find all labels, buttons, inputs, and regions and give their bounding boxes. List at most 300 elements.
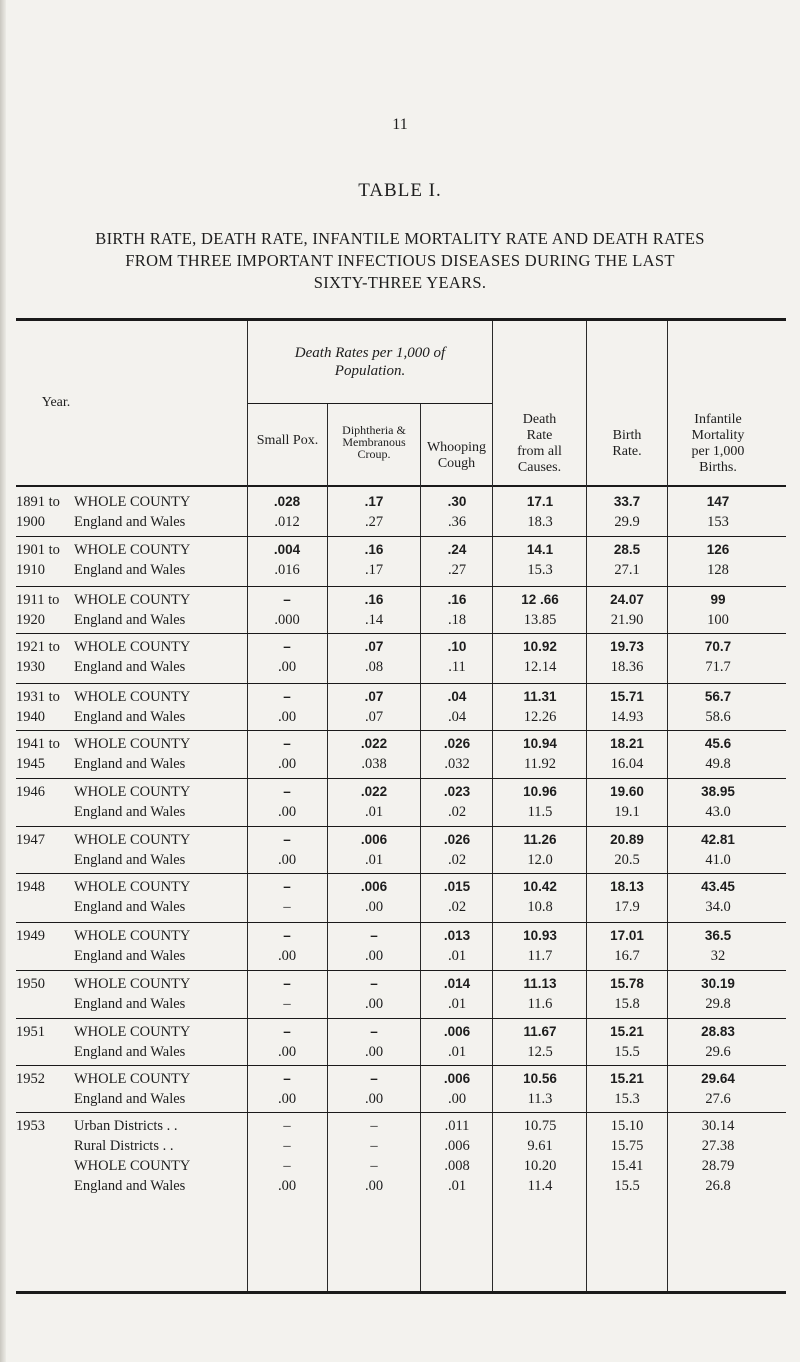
cell-value: 15.5 xyxy=(614,1178,640,1194)
small-pox-cell xyxy=(248,877,326,917)
cell-value: 10.8 xyxy=(527,899,553,915)
table-row xyxy=(16,782,786,822)
cell-value: 43.0 xyxy=(705,804,731,820)
cell-value: 10.94 xyxy=(523,736,557,751)
header-bottom-rule xyxy=(16,485,786,487)
row-label-line xyxy=(16,946,246,966)
cell-value: .27 xyxy=(364,514,384,530)
cell-value: – xyxy=(283,689,291,704)
cell-value: .07 xyxy=(364,689,384,704)
cell-value: .24 xyxy=(447,542,467,557)
cell-value: .00 xyxy=(277,1178,297,1194)
area-label: England and Wales xyxy=(74,852,186,868)
cell-value: 36.5 xyxy=(704,928,732,943)
cell-value: .00 xyxy=(364,948,384,964)
row-label-line xyxy=(16,754,246,774)
cell-value: .00 xyxy=(277,852,297,868)
header-line: Membranous xyxy=(342,435,406,449)
year-label: 1951 xyxy=(16,1024,45,1040)
cell-value: 99 xyxy=(710,592,726,607)
row-group-rule xyxy=(16,826,786,827)
cell-value: – xyxy=(283,1158,291,1174)
year-label: 1930 xyxy=(16,659,45,675)
row-label-line xyxy=(16,897,246,917)
death-rate-cell xyxy=(494,830,586,870)
row-label-line xyxy=(16,877,246,897)
cell-value: – xyxy=(283,1024,291,1039)
table-row xyxy=(16,830,786,870)
area-label: England and Wales xyxy=(74,659,186,675)
cell-value: .013 xyxy=(443,928,471,943)
cell-value: 19.1 xyxy=(614,804,640,820)
infantile-mortality-cell xyxy=(668,1116,768,1196)
diphtheria-cell xyxy=(328,782,420,822)
cell-value: 45.6 xyxy=(704,736,732,751)
row-label-line xyxy=(16,1022,246,1042)
whooping-cough-cell xyxy=(421,782,493,822)
cell-value: .18 xyxy=(447,612,467,628)
birth-rate-cell xyxy=(587,1022,667,1062)
cell-value: .02 xyxy=(447,899,467,915)
header-line: Mortality xyxy=(691,428,745,443)
cell-value: 12.5 xyxy=(527,1044,553,1060)
row-label-line xyxy=(16,512,246,532)
small-pox-cell xyxy=(248,492,326,532)
year-label: 1952 xyxy=(16,1071,45,1087)
header-line: per 1,000 xyxy=(691,444,745,459)
cell-value: .17 xyxy=(364,494,384,509)
header-line: Cough xyxy=(437,456,476,471)
row-label-line xyxy=(16,974,246,994)
cell-value: .028 xyxy=(273,494,301,509)
cell-value: .27 xyxy=(447,562,467,578)
cell-value: .16 xyxy=(447,592,467,607)
row-label-cell xyxy=(16,926,246,966)
cell-value: 17.01 xyxy=(610,928,644,943)
whooping-cough-cell xyxy=(421,1022,493,1062)
cell-value: .02 xyxy=(447,852,467,868)
area-label: England and Wales xyxy=(74,612,186,628)
cell-value: 10.92 xyxy=(523,639,557,654)
header-line: Croup. xyxy=(357,447,391,461)
area-label: England and Wales xyxy=(74,948,186,964)
birth-rate-cell xyxy=(587,590,667,630)
cell-value: .11 xyxy=(448,659,466,675)
cell-value: 12 .66 xyxy=(521,592,559,607)
cell-value: .038 xyxy=(361,756,387,772)
death-rate-cell xyxy=(494,926,586,966)
small-pox-cell xyxy=(248,687,326,727)
year-label: 1946 xyxy=(16,784,45,800)
cell-value: 29.9 xyxy=(614,514,640,530)
cell-value: .10 xyxy=(447,639,467,654)
death-rate-cell xyxy=(494,687,586,727)
diphtheria-cell xyxy=(328,540,420,580)
birth-rate-cell xyxy=(587,687,667,727)
cell-value: 18.36 xyxy=(610,659,644,675)
infantile-mortality-cell xyxy=(668,782,768,822)
row-group-rule xyxy=(16,1018,786,1019)
cell-value: 49.8 xyxy=(705,756,731,772)
birth-rate-cell xyxy=(587,877,667,917)
row-label-line xyxy=(16,782,246,802)
row-group-rule xyxy=(16,778,786,779)
cell-value: 10.93 xyxy=(523,928,557,943)
cell-value: 13.85 xyxy=(523,612,557,628)
cell-value: 11.5 xyxy=(527,804,553,820)
diphtheria-cell xyxy=(328,1069,420,1109)
header-birth-rate xyxy=(587,428,667,460)
cell-value: 28.5 xyxy=(613,542,641,557)
area-label: England and Wales xyxy=(74,996,186,1012)
small-pox-cell xyxy=(248,782,326,822)
table-row xyxy=(16,492,786,532)
table-row xyxy=(16,1022,786,1062)
cell-value: 128 xyxy=(707,562,729,578)
area-label: England and Wales xyxy=(74,1091,186,1107)
cell-value: .022 xyxy=(360,736,388,751)
diphtheria-cell xyxy=(328,974,420,1014)
cell-value: .006 xyxy=(360,879,388,894)
year-label: 1910 xyxy=(16,562,45,578)
cell-value: .00 xyxy=(277,948,297,964)
cell-value: – xyxy=(283,928,291,943)
death-rate-cell xyxy=(494,540,586,580)
row-label-line xyxy=(16,637,246,657)
cell-value: 147 xyxy=(706,494,730,509)
row-label-line xyxy=(16,1042,246,1062)
row-label-cell xyxy=(16,637,246,677)
year-label: 1891 to xyxy=(16,494,60,510)
cell-value: .04 xyxy=(447,709,467,725)
diphtheria-cell xyxy=(328,734,420,774)
group-header-line: Population. xyxy=(334,363,406,379)
cell-value: .01 xyxy=(447,1044,467,1060)
header-year: Year. xyxy=(41,395,71,410)
cell-value: 41.0 xyxy=(705,852,731,868)
cell-value: 10.20 xyxy=(523,1158,557,1174)
cell-value: .07 xyxy=(364,639,384,654)
diphtheria-cell xyxy=(328,590,420,630)
row-group-rule xyxy=(16,1065,786,1066)
row-label-line xyxy=(16,707,246,727)
cell-value: .00 xyxy=(277,804,297,820)
whooping-cough-cell xyxy=(421,637,493,677)
year-label: 1947 xyxy=(16,832,45,848)
row-label-line xyxy=(16,590,246,610)
cell-value: – xyxy=(283,899,291,915)
table-row xyxy=(16,1069,786,1109)
cell-value: 17.1 xyxy=(526,494,554,509)
table-row xyxy=(16,974,786,1014)
row-label-line xyxy=(16,1089,246,1109)
row-label-cell xyxy=(16,1022,246,1062)
cell-value: 11.7 xyxy=(527,948,553,964)
infantile-mortality-cell xyxy=(668,1069,768,1109)
header-line: Births. xyxy=(699,460,737,475)
cell-value: .30 xyxy=(447,494,467,509)
cell-value: .026 xyxy=(443,736,471,751)
cell-value: .16 xyxy=(364,542,384,557)
area-label: WHOLE COUNTY xyxy=(74,494,191,510)
area-label: England and Wales xyxy=(74,1044,186,1060)
cell-value: 15.3 xyxy=(614,1091,640,1107)
infantile-mortality-cell xyxy=(668,590,768,630)
death-rate-cell xyxy=(494,734,586,774)
cell-value: .00 xyxy=(277,1091,297,1107)
group-header-line: Death Rates per 1,000 of xyxy=(294,345,446,361)
area-label: England and Wales xyxy=(74,709,186,725)
cell-value: – xyxy=(283,1138,291,1154)
cell-value: 11.26 xyxy=(523,832,557,847)
cell-value: 20.5 xyxy=(614,852,640,868)
area-label: WHOLE COUNTY xyxy=(74,928,191,944)
birth-rate-cell xyxy=(587,1116,667,1196)
area-label: England and Wales xyxy=(74,514,186,530)
birth-rate-cell xyxy=(587,974,667,1014)
table-row xyxy=(16,687,786,727)
cell-value: 15.21 xyxy=(610,1071,644,1086)
cell-value: .006 xyxy=(444,1138,470,1154)
row-group-rule xyxy=(16,922,786,923)
row-label-cell xyxy=(16,734,246,774)
cell-value: 100 xyxy=(707,612,729,628)
birth-rate-cell xyxy=(587,830,667,870)
infantile-mortality-cell xyxy=(668,540,768,580)
year-label: 1940 xyxy=(16,709,45,725)
row-label-cell xyxy=(16,590,246,630)
row-label-cell xyxy=(16,492,246,532)
cell-value: 33.7 xyxy=(613,494,641,509)
cell-value: .08 xyxy=(364,659,384,675)
cell-value: .14 xyxy=(364,612,384,628)
small-pox-cell xyxy=(248,974,326,1014)
cell-value: .004 xyxy=(273,542,301,557)
cell-value: .014 xyxy=(443,976,471,991)
infantile-mortality-cell xyxy=(668,926,768,966)
birth-rate-cell xyxy=(587,1069,667,1109)
area-label: England and Wales xyxy=(74,804,186,820)
birth-rate-cell xyxy=(587,734,667,774)
cell-value: 21.90 xyxy=(610,612,644,628)
row-label-line xyxy=(16,492,246,512)
cell-value: 12.14 xyxy=(523,659,557,675)
cell-value: 18.3 xyxy=(527,514,553,530)
cell-value: .17 xyxy=(364,562,384,578)
cell-value: 10.42 xyxy=(523,879,557,894)
infantile-mortality-cell xyxy=(668,492,768,532)
row-label-line xyxy=(16,850,246,870)
cell-value: 30.14 xyxy=(701,1118,735,1134)
cell-value: – xyxy=(370,1024,378,1039)
page-number: 11 xyxy=(392,116,408,133)
cell-value: 12.26 xyxy=(523,709,557,725)
cell-value: .006 xyxy=(443,1024,471,1039)
cell-value: .015 xyxy=(443,879,471,894)
row-group-rule xyxy=(16,536,786,537)
cell-value: .00 xyxy=(277,659,297,675)
row-label-cell xyxy=(16,1069,246,1109)
cell-value: .00 xyxy=(364,899,384,915)
death-rate-cell xyxy=(494,1069,586,1109)
table-caption xyxy=(14,228,786,294)
year-label: 1921 to xyxy=(16,639,60,655)
page-binding-edge xyxy=(0,0,6,1362)
header-diphtheria xyxy=(328,424,420,460)
infantile-mortality-cell xyxy=(668,687,768,727)
table-row xyxy=(16,540,786,580)
cell-value: 126 xyxy=(706,542,730,557)
table-row xyxy=(16,877,786,917)
cell-value: .00 xyxy=(277,1044,297,1060)
year-label: 1901 to xyxy=(16,542,60,558)
whooping-cough-cell xyxy=(421,540,493,580)
area-label: WHOLE COUNTY xyxy=(74,639,191,655)
year-label: 1950 xyxy=(16,976,45,992)
cell-value: .00 xyxy=(364,1178,384,1194)
cell-value: .00 xyxy=(364,996,384,1012)
header-small-pox: Small Pox. xyxy=(256,433,319,448)
small-pox-cell xyxy=(248,1069,326,1109)
table-row xyxy=(16,637,786,677)
cell-value: .01 xyxy=(364,852,384,868)
cell-value: .16 xyxy=(364,592,384,607)
cell-value: 30.19 xyxy=(701,976,735,991)
cell-value: .02 xyxy=(447,804,467,820)
cell-value: 29.6 xyxy=(705,1044,731,1060)
row-group-rule xyxy=(16,970,786,971)
cell-value: – xyxy=(370,976,378,991)
cell-value: – xyxy=(283,784,291,799)
small-pox-cell xyxy=(248,830,326,870)
year-label: 1948 xyxy=(16,879,45,895)
diphtheria-cell xyxy=(328,1116,420,1196)
cell-value: 14.93 xyxy=(610,709,644,725)
cell-value: .022 xyxy=(360,784,388,799)
area-label: England and Wales xyxy=(74,899,186,915)
cell-value: 11.3 xyxy=(527,1091,553,1107)
caption-line: BIRTH RATE, DEATH RATE, INFANTILE MORTALITY RATE AND DEATH RATES xyxy=(95,229,705,248)
year-label: 1945 xyxy=(16,756,45,772)
whooping-cough-cell xyxy=(421,492,493,532)
cell-value: .00 xyxy=(447,1091,467,1107)
cell-value: – xyxy=(283,832,291,847)
year-label: 1931 to xyxy=(16,689,60,705)
row-label-line xyxy=(16,540,246,560)
cell-value: 26.8 xyxy=(705,1178,731,1194)
infantile-mortality-cell xyxy=(668,877,768,917)
diphtheria-cell xyxy=(328,926,420,966)
cell-value: .006 xyxy=(443,1071,471,1086)
whooping-cough-cell xyxy=(421,830,493,870)
cell-value: 42.81 xyxy=(701,832,735,847)
infantile-mortality-cell xyxy=(668,974,768,1014)
cell-value: .023 xyxy=(443,784,471,799)
cell-value: – xyxy=(370,1071,378,1086)
cell-value: .00 xyxy=(364,1044,384,1060)
cell-value: 11.4 xyxy=(527,1178,553,1194)
row-label-line xyxy=(16,994,246,1014)
diphtheria-cell xyxy=(328,687,420,727)
area-label: WHOLE COUNTY xyxy=(74,592,191,608)
cell-value: .006 xyxy=(360,832,388,847)
caption-line: FROM THREE IMPORTANT INFECTIOUS DISEASES DURING THE LAST xyxy=(125,251,675,270)
cell-value: .00 xyxy=(277,756,297,772)
area-label: England and Wales xyxy=(74,562,186,578)
header-infantile-mortality xyxy=(668,412,768,476)
cell-value: – xyxy=(283,996,291,1012)
whooping-cough-cell xyxy=(421,687,493,727)
row-label-line xyxy=(16,1136,246,1156)
area-label: Rural Districts . . xyxy=(74,1138,174,1154)
cell-value: 11.13 xyxy=(523,976,557,991)
cell-value: 28.83 xyxy=(701,1024,735,1039)
birth-rate-cell xyxy=(587,492,667,532)
cell-value: 15.10 xyxy=(610,1118,644,1134)
death-rate-cell xyxy=(494,1022,586,1062)
cell-value: .01 xyxy=(364,804,384,820)
cell-value: 19.60 xyxy=(610,784,644,799)
small-pox-cell xyxy=(248,734,326,774)
area-label: WHOLE COUNTY xyxy=(74,879,191,895)
cell-value: .01 xyxy=(447,948,467,964)
table-row xyxy=(16,926,786,966)
cell-value: 15.71 xyxy=(610,689,644,704)
year-label: 1920 xyxy=(16,612,45,628)
row-label-line xyxy=(16,802,246,822)
cell-value: – xyxy=(370,1138,378,1154)
year-label: 1949 xyxy=(16,928,45,944)
cell-value: 14.1 xyxy=(526,542,554,557)
header-line: Birth xyxy=(612,428,642,443)
cell-value: .00 xyxy=(277,709,297,725)
row-group-rule xyxy=(16,683,786,684)
cell-value: 11.31 xyxy=(523,689,557,704)
cell-value: 38.95 xyxy=(701,784,735,799)
cell-value: 11.92 xyxy=(523,756,557,772)
cell-value: 17.9 xyxy=(614,899,640,915)
cell-value: 11.67 xyxy=(523,1024,557,1039)
cell-value: 15.5 xyxy=(614,1044,640,1060)
header-whooping-cough xyxy=(421,440,492,472)
area-label: Urban Districts . . xyxy=(74,1118,178,1134)
cell-value: .000 xyxy=(274,612,300,628)
row-group-rule xyxy=(16,1112,786,1113)
year-label: 1953 xyxy=(16,1118,45,1134)
cell-value: 11.6 xyxy=(527,996,553,1012)
header-death-rate xyxy=(493,412,586,476)
header-line: Infantile xyxy=(694,412,742,427)
header-line: Causes. xyxy=(517,460,562,475)
cell-value: – xyxy=(370,1118,378,1134)
whooping-cough-cell xyxy=(421,590,493,630)
header-line: Rate. xyxy=(612,444,642,459)
table-top-rule xyxy=(16,318,786,321)
cell-value: 10.56 xyxy=(523,1071,557,1086)
cell-value: 70.7 xyxy=(704,639,732,654)
row-group-rule xyxy=(16,586,786,587)
year-label: 1941 to xyxy=(16,736,60,752)
cell-value: 58.6 xyxy=(705,709,731,725)
cell-value: – xyxy=(283,976,291,991)
cell-value: 20.89 xyxy=(610,832,644,847)
area-label: WHOLE COUNTY xyxy=(74,689,191,705)
area-label: WHOLE COUNTY xyxy=(74,736,191,752)
birth-rate-cell xyxy=(587,926,667,966)
small-pox-cell xyxy=(248,590,326,630)
diphtheria-cell xyxy=(328,637,420,677)
header-line: from all xyxy=(517,444,562,459)
